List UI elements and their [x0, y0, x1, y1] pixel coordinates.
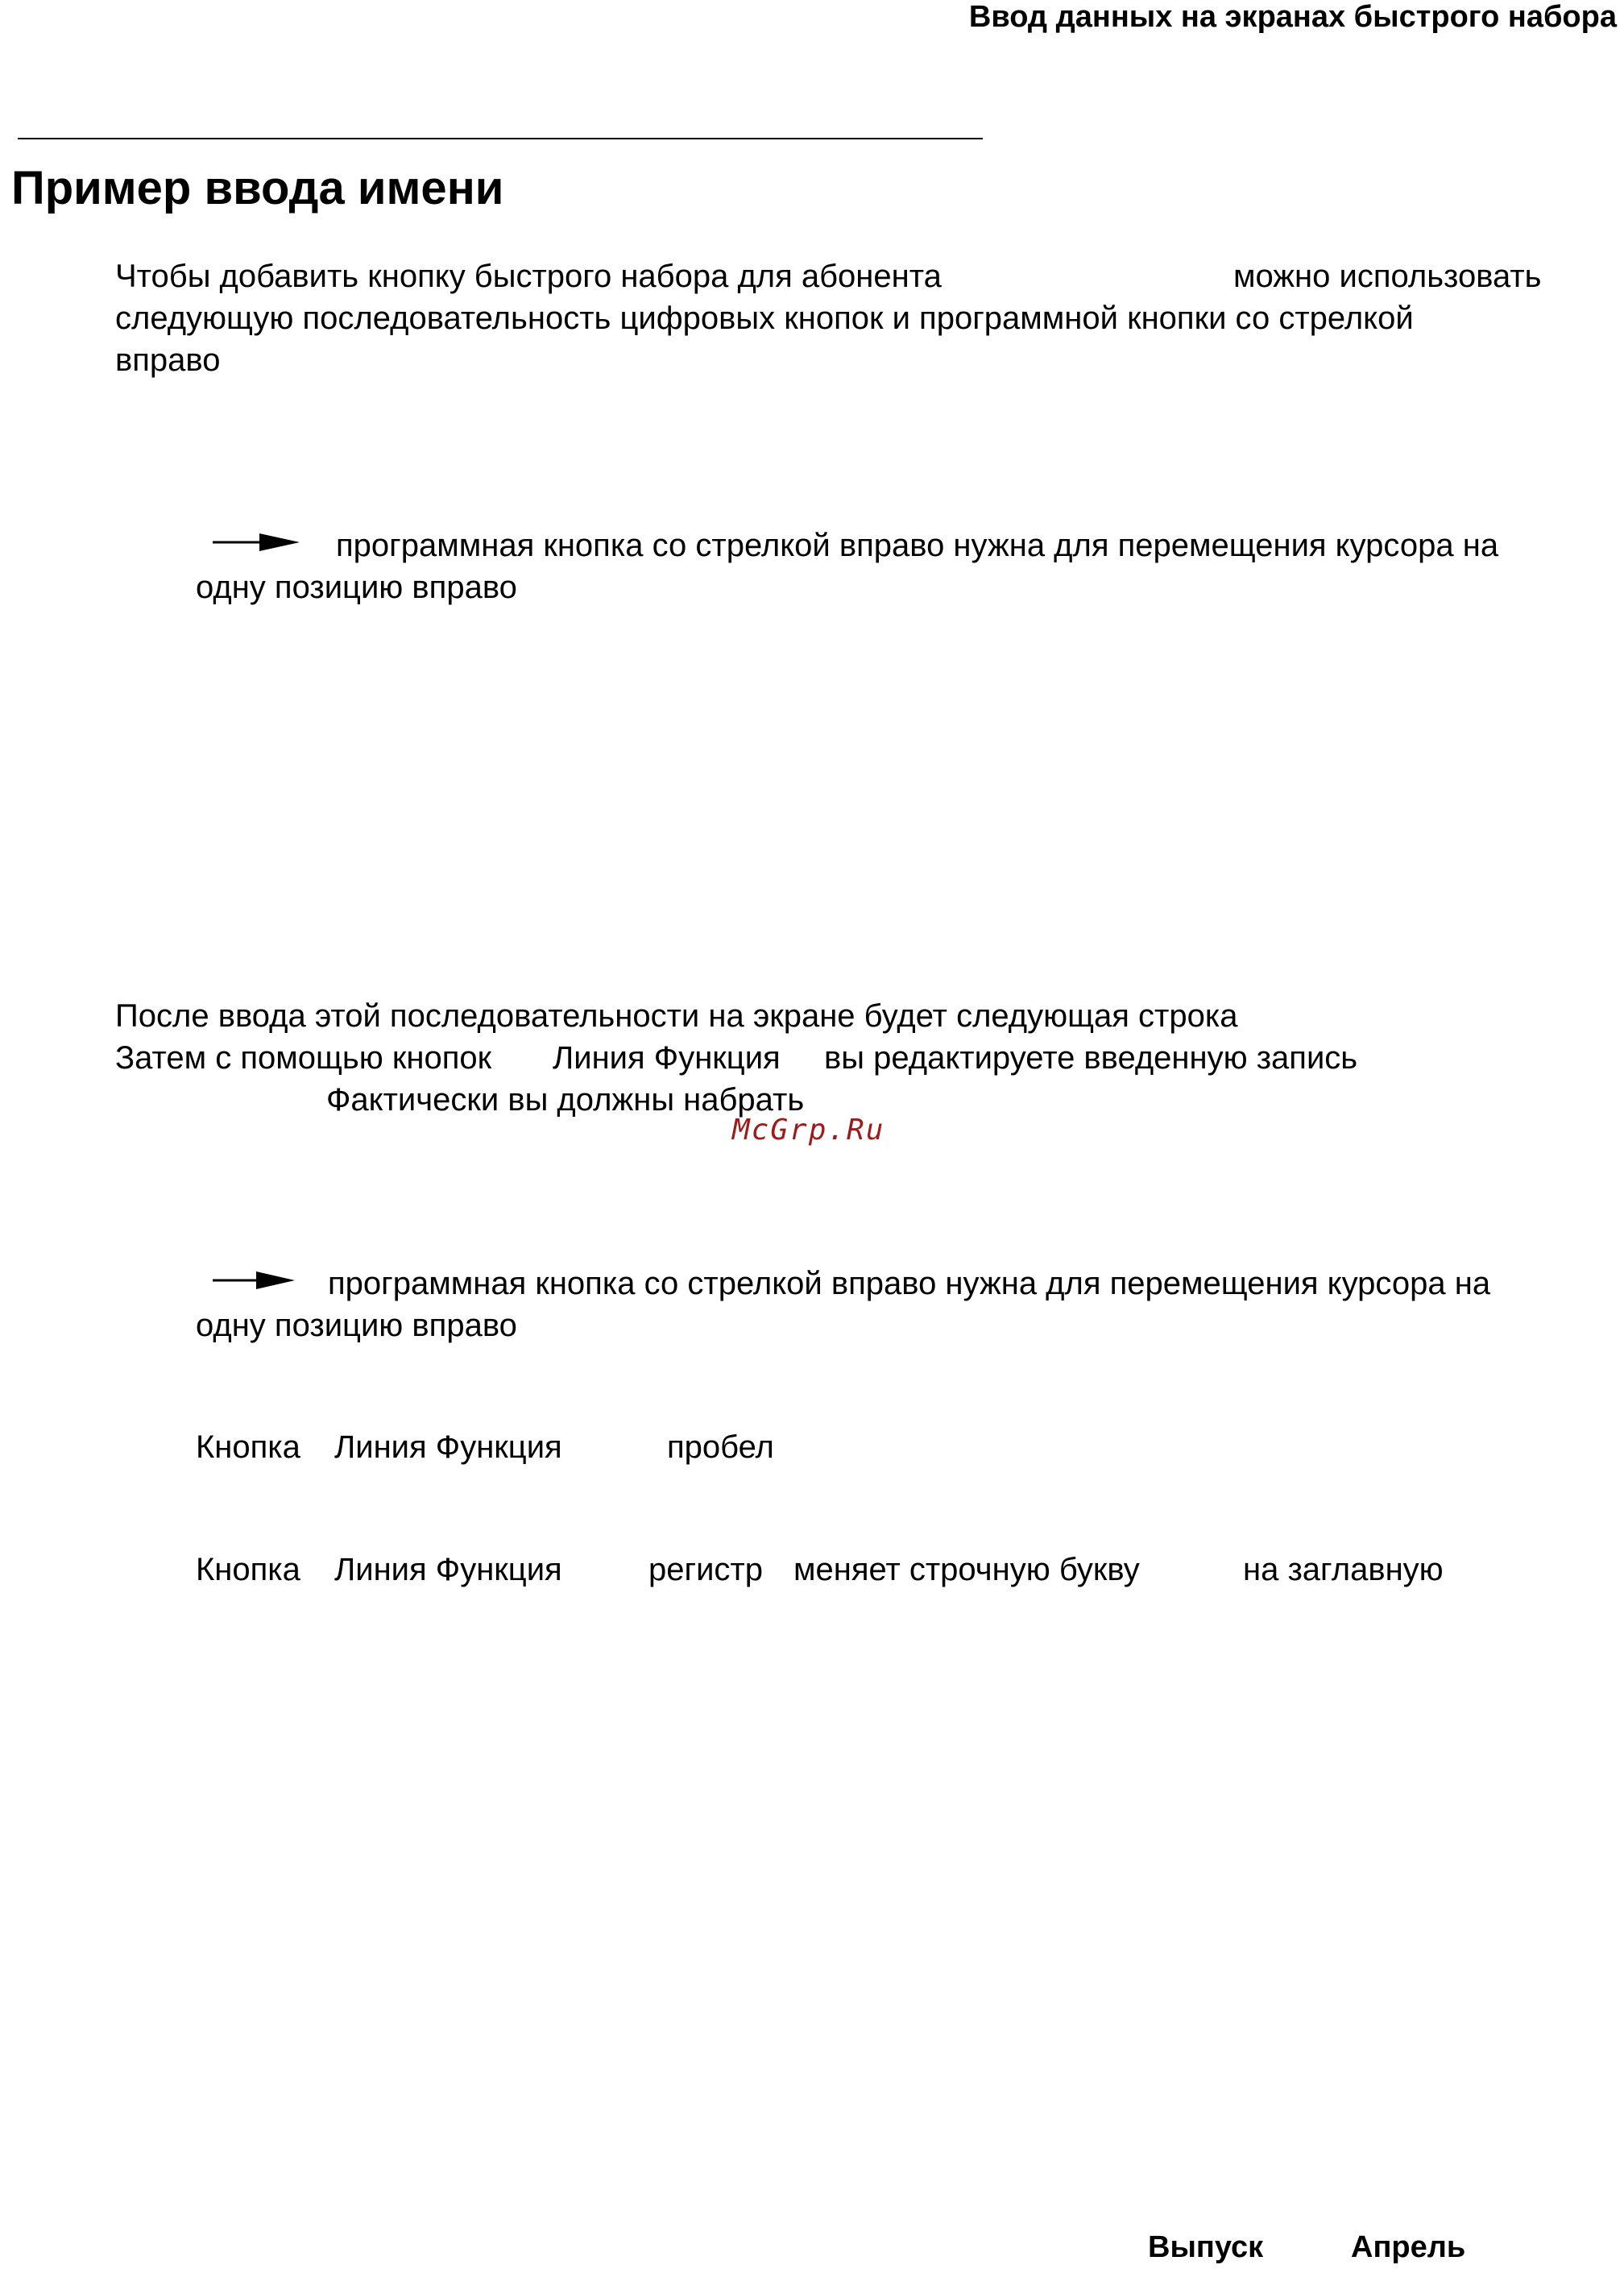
shift-note-label: Кнопка [196, 1552, 300, 1587]
watermark: McGrp.Ru [732, 1114, 885, 1147]
right-arrow-icon [211, 1268, 296, 1292]
note1-line-2: одну позицию вправо [196, 570, 517, 605]
intro-line-2: следующую последовательность цифровых кнопок и программной кнопки со стрелкой [115, 301, 1414, 336]
shift-note-desc-b: на заглавную [1243, 1552, 1444, 1587]
section-title: Пример ввода имени [11, 162, 504, 214]
space-note-action: пробел [667, 1429, 774, 1465]
intro-line-1a: Чтобы добавить кнопку быстрого набора для абонента [115, 259, 942, 294]
after-line-1: После ввода этой последовательности на экране будет следующая строка [115, 998, 1238, 1034]
running-header: Ввод данных на экранах быстрого набора [968, 0, 1617, 34]
intro-line-3: вправо [115, 342, 221, 378]
after-line-3: Фактически вы должны набрать [326, 1082, 805, 1118]
note2-line-2: одну позицию вправо [196, 1308, 517, 1343]
footer-month: Апрель [1351, 2230, 1466, 2264]
after-line-2b: Линия Функция [553, 1040, 781, 1076]
header-rule [18, 138, 983, 139]
note1-line-1: программная кнопка со стрелкой вправо нужна для перемещения курсора на [336, 528, 1499, 563]
shift-note-keys: Линия Функция [334, 1552, 562, 1587]
space-note-keys: Линия Функция [334, 1429, 562, 1465]
note2-line-1: программная кнопка со стрелкой вправо нужна для перемещения курсора на [328, 1266, 1491, 1301]
shift-note-action: регистр [648, 1552, 763, 1587]
after-line-2c: вы редактируете введенную запись [824, 1040, 1358, 1076]
after-line-2a: Затем с помощью кнопок [115, 1040, 492, 1076]
space-note-label: Кнопка [196, 1429, 300, 1465]
shift-note-desc-a: меняет строчную букву [793, 1552, 1140, 1587]
footer-release: Выпуск [1148, 2230, 1264, 2264]
intro-line-1b: можно использовать [1233, 259, 1542, 294]
right-arrow-icon [211, 530, 301, 554]
